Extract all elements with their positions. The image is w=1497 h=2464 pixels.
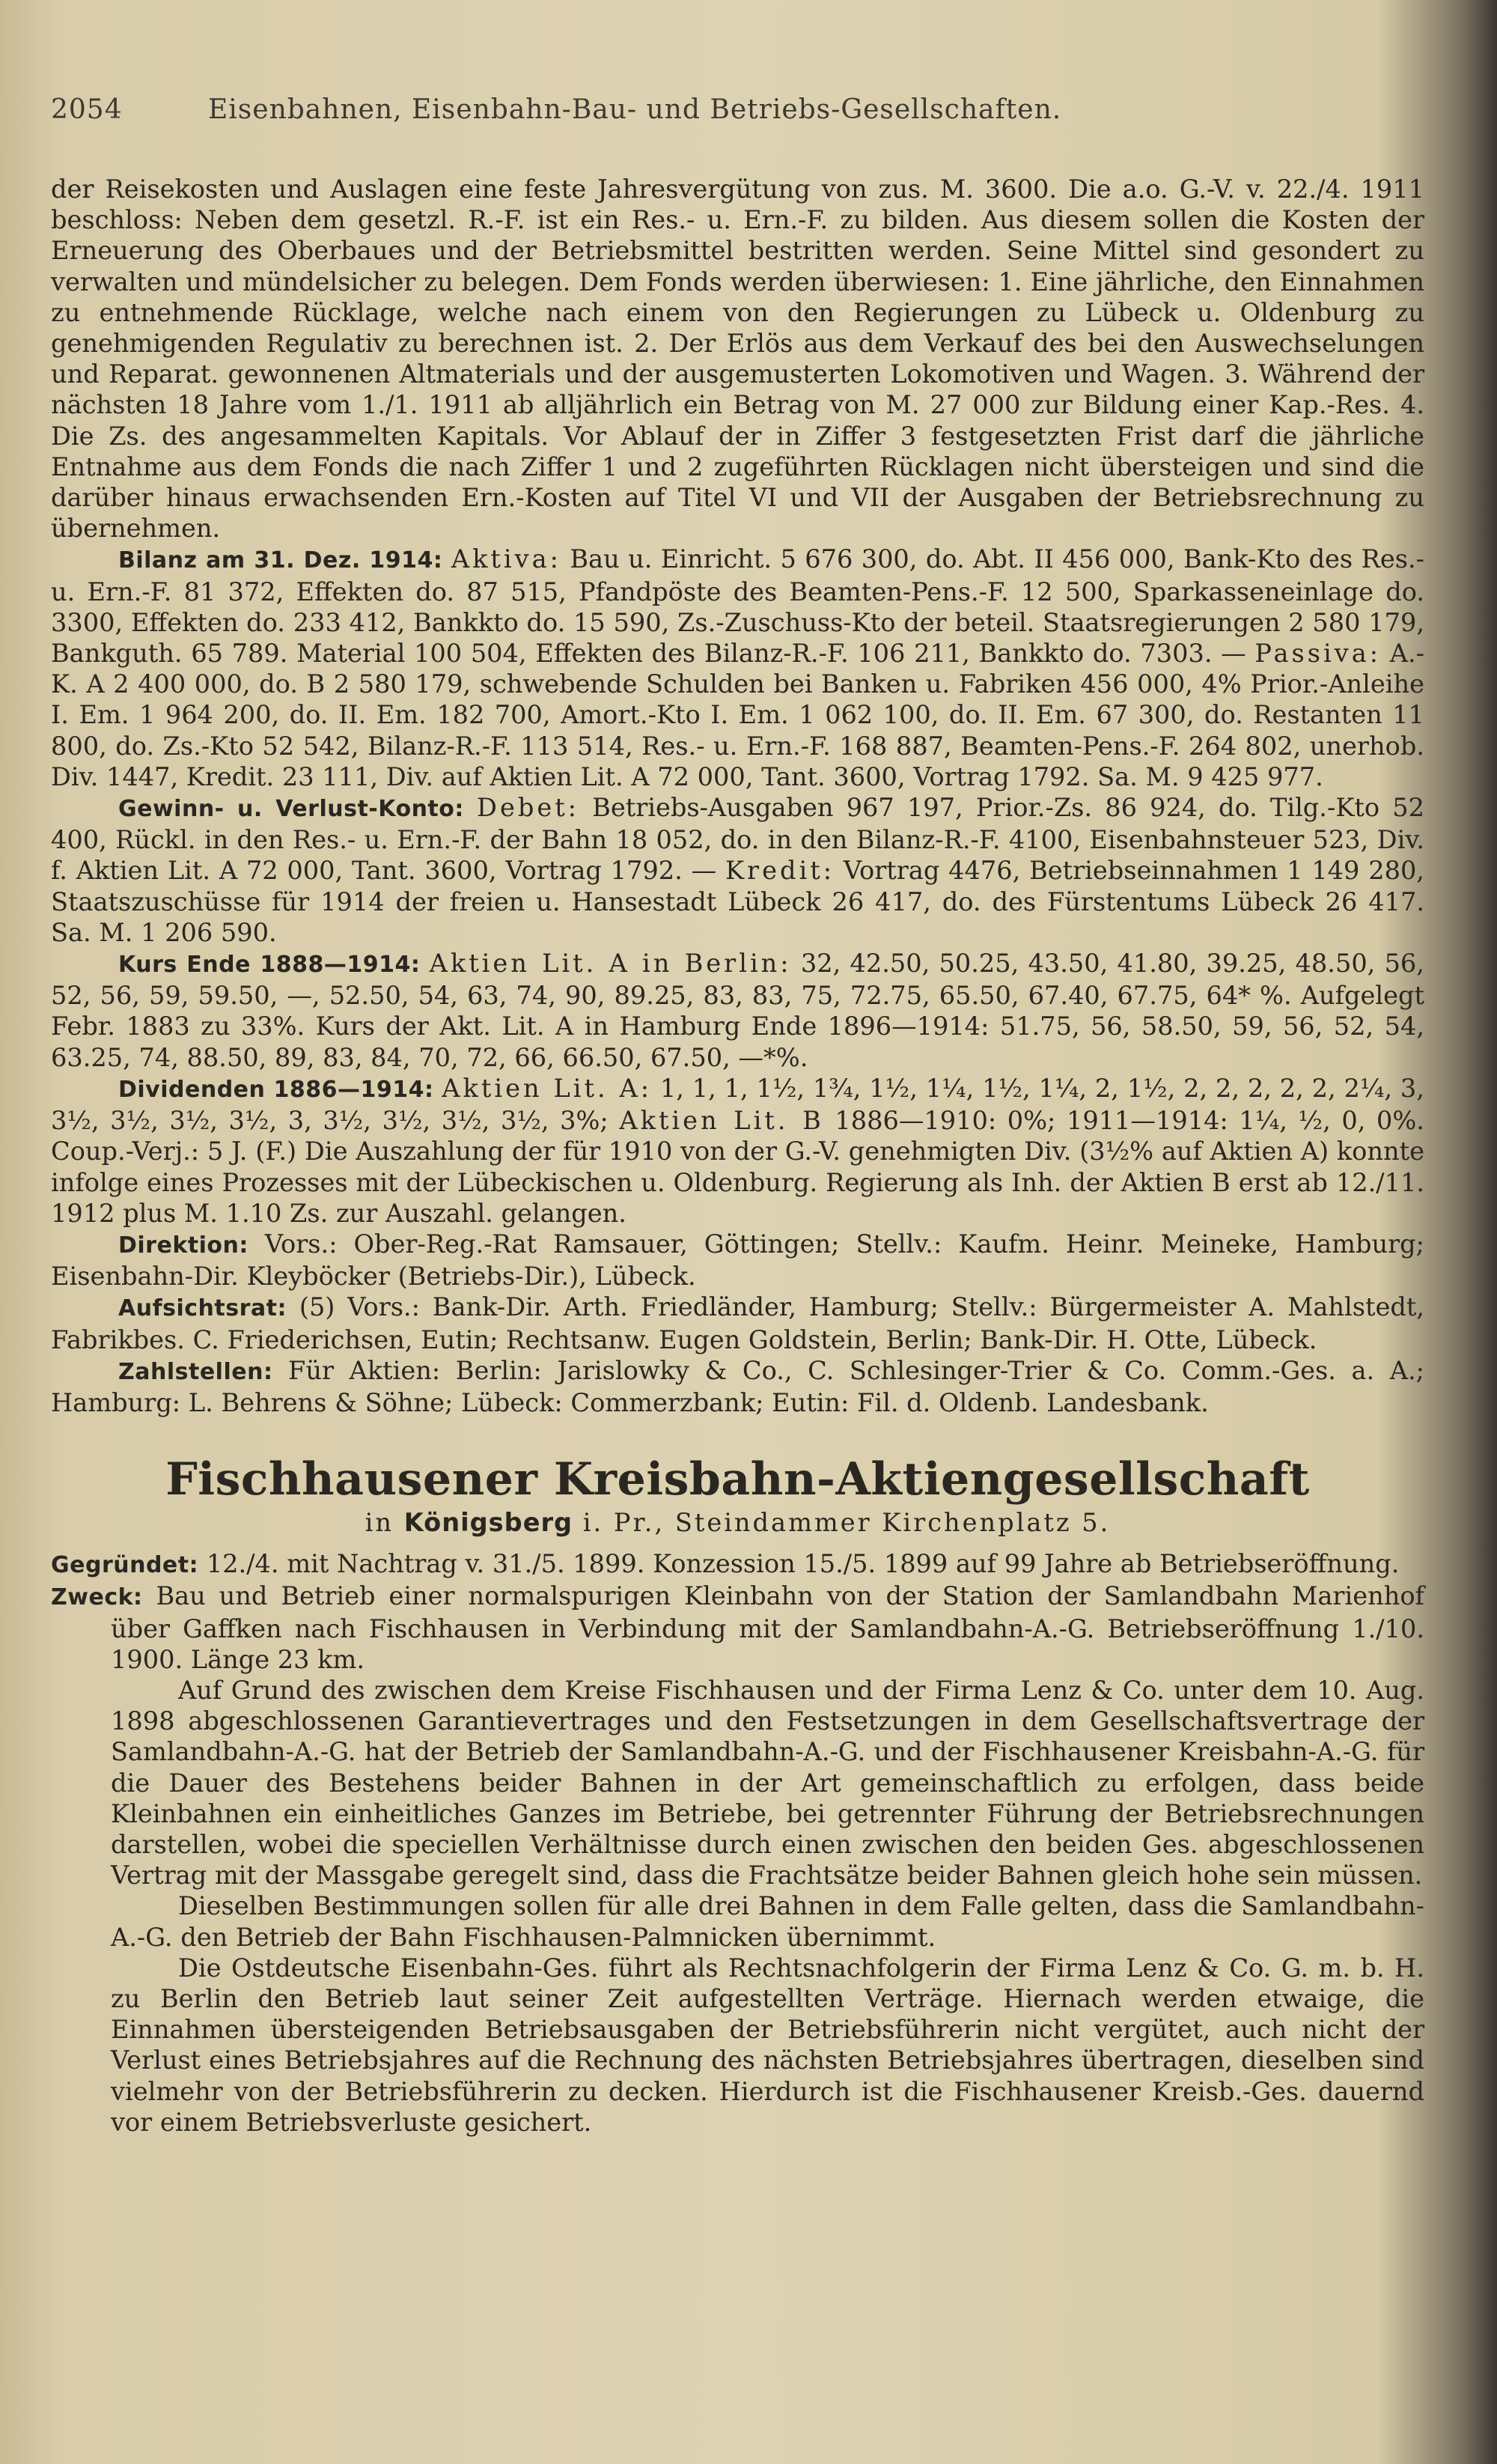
direktion-entry [51,1229,1424,1292]
dividenden-lit-b-text: 1886—1910: 0%; 1911—1914: 1¼, ½, 0, 0%. Coup.-Verj.: 5 J. (F.) Die Auszahlung der für 1910 von der G.-V. genehmigten Div. (3½% auf Aktien A) konnte infolge eines Prozesses mit der Lübeckischen u. Oldenburg. Regierung als Inh. der Aktien B erst ab 12./11. 1912 plus M. 1.10 Zs. zur Auszahl. gelangen. [51,1106,1424,1228]
company-address [51,1506,1424,1539]
zahlstellen-label: Zahlstellen: [118,1358,273,1385]
aufsichtsrat-label: Aufsichtsrat: [118,1295,287,1322]
aktiva-label: Aktiva: [451,544,561,574]
bilanz-passiva-text: A.-K. A 2 400 000, do. B 2 580 179, schwebende Schulden bei Banken u. Fabriken 456 000, 4% Prior.-Anleihe I. Em. 1 964 200, do. II. Em. 182 700, Amort.-Kto I. Em. 1 062 100, do. II. Em. 67 300, do. Restanten 11 800, do. Zs.-Kto 52 542, Bilanz-R.-F. 113 514, Res.- u. Ern.-F. 168 887, Beamten-Pens.-F. 264 802, unerhob. Div. 1447, Kredit. 23 111, Div. auf Aktien Lit. A 72 000, Tant. 3600, Vortrag 1792. Sa. M. 9 425 977. [51,639,1424,791]
dividenden-entry [51,1073,1424,1229]
bilanz-label: Bilanz am 31. Dez. 1914: [118,547,443,574]
direktion-label: Direktion: [118,1232,249,1259]
gegruendet-entry [51,1548,1424,1581]
kurs-label: Kurs Ende 1888—1914: [118,952,421,979]
gewinn-verlust-label: Gewinn- u. Verlust-Konto: [118,796,464,823]
gegruendet-label: Gegründet: [51,1552,199,1579]
gegruendet-text: 12./4. mit Nachtrag v. 31./5. 1899. Konzession 15./5. 1899 auf 99 Jahre ab Betriebseröffnung. [206,1549,1400,1579]
page-number: 2054 [51,94,123,125]
bilanz-entry [51,544,1424,792]
gv-debet-text: Betriebs-Ausgaben 967 197, Prior.-Zs. 86 924, do. Tilg.-Kto 52 400, Rückl. in den Res.- u. Ern.-F. der Bahn 18 052, do. in den Bilanz-R.-F. 4100, Eisenbahnsteuer 523, Div. f. Aktien Lit. A 72 000, Tant. 3600, Vortrag 1792. — [51,793,1424,886]
debet-label: Debet: [477,793,579,823]
zweck-text: Bau und Betrieb einer normalspurigen Kleinbahn von der Station der Samlandbahn Marienhof über Gaffken nach Fischhausen in Verbindung mit der Samlandbahn-A.-G. Betriebseröffnung 1./10. 1900. Länge 23 km. [111,1581,1424,1674]
kredit-label: Kredit: [725,856,835,886]
address-rest: i. Pr., Steindammer Kirchenplatz 5. [582,1508,1111,1538]
betriebsfuehrung-paragraph: Die Ostdeutsche Eisenbahn-Ges. führt als Rechtsnachfolgerin der Firma Lenz & Co. G. m. b. H. zu Berlin den Betrieb laut seiner Zeit aufgestellten Verträge. Hiernach werden etwaige, die Einnahmen übersteigenden Betriebsausgaben der Betriebsführerin nicht vergütet, auch nicht der Verlust eines Betriebsjahres auf die Rechnung des nächsten Betriebsjahres übertragen, dieselben sind vielmehr von der Betriebsführerin zu decken. Hierdurch ist die Fischhausener Kreisb.-Ges. dauernd vor einem Betriebsverluste gesichert. [111,1953,1424,2137]
text-column [51,174,1424,2138]
page-header [51,94,1424,125]
rulebook-paragraph: der Reisekosten und Auslagen eine feste Jahresvergütung von zus. M. 3600. Die a.o. G.-V. v. 22./4. 1911 beschloss: Neben dem gesetzl. R.-F. ist ein Res.- u. Ern.-F. zu bilden. Aus diesem sollen die Kosten der Erneuerung des Oberbaues und der Betriebsmittel bestritten werden. Seine Mittel sind gesondert zu verwalten und mündelsicher zu belegen. Dem Fonds werden überwiesen: 1. Eine jährliche, den Einnahmen zu entnehmende Rücklage, welche nach einem von den Regierungen zu Lübeck u. Oldenburg zu genehmigenden Regulativ zu berechnen ist. 2. Der Erlös aus dem Verkauf des bei den Auswechselungen und Reparat. gewonnenen Altmaterials und der ausgemusterten Lokomotiven und Wagen. 3. Während der nächsten 18 Jahre vom 1./1. 1911 ab alljährlich ein Betrag von M. 27 000 zur Bildung einer Kap.-Res. 4. Die Zs. des angesammelten Kapitals. Vor Ablauf der in Ziffer 3 festgesetzten Frist darf die jährliche Entnahme aus dem Fonds die nach Ziffer 1 und 2 zugeführten Rücklagen nicht übersteigen und sind die darüber hinaus erwachsenden Ern.-Kosten auf Titel VI und VII der Ausgaben der Betriebsrechnung zu übernehmen. [51,174,1424,544]
dividenden-lit-b-heading: Aktien Lit. B [619,1106,824,1136]
running-title: Eisenbahnen, Eisenbahn-Bau- und Betriebs-Gesellschaften. [208,94,1062,125]
bilanz-aktiva-text: Bau u. Einricht. 5 676 300, do. Abt. II 456 000, Bank-Kto des Res.- u. Ern.-F. 81 372, Effekten do. 87 515, Pfandpöste des Beamten-Pens.-F. 12 500, Sparkasseneinlage do. 3300, Effekten do. 233 412, Bankkto do. 15 590, Zs.-Zuschuss-Kto der beteil. Staatsregierungen 2 580 179, Bankguth. 65 789. Material 100 504, Effekten des Bilanz-R.-F. 106 211, Bankkto do. 7303. — [51,544,1424,669]
zahlstellen-entry [51,1355,1424,1418]
garantievertrag-paragraph: Auf Grund des zwischen dem Kreise Fischhausen und der Firma Lenz & Co. unter dem 10. Aug. 1898 abgeschlossenen Garantievertrages und den Festsetzungen in dem Gesellschaftsvertrage der Samlandbahn-A.-G. hat der Betrieb der Samlandbahn-A.-G. und der Fischhausener Kreisbahn-A.-G. für die Dauer des Bestehens beider Bahnen in der Art gemeinschaftlich zu erfolgen, dass beide Kleinbahnen ein einheitliches Ganzes im Betriebe, bei getrennter Führung der Betriebsrechnungen darstellen, wobei die speciellen Verhältnisse durch einen zwischen den beiden Ges. abgeschlossenen Vertrag mit der Massgabe geregelt sind, dass die Frachtsätze beider Bahnen gleich hohe sein müssen. [111,1675,1424,1890]
kurs-spaced-heading: Aktien Lit. A in Berlin: [429,949,792,979]
aufsichtsrat-text: (5) Vors.: Bank-Dir. Arth. Friedländer, Hamburg; Stellv.: Bürgermeister A. Mahlstedt, Fabrikbes. C. Friederichsen, Eutin; Rechtsanw. Eugen Goldstein, Berlin; Bank-Dir. H. Otte, Lübeck. [51,1292,1424,1354]
gewinn-verlust-entry [51,792,1424,948]
aufsichtsrat-entry [51,1292,1424,1354]
passiva-label: Passiva: [1254,639,1382,669]
zweck-entry [51,1581,1424,1675]
company-title: Fischhausener Kreisbahn-Aktiengesellschaft [165,1453,1310,1506]
gv-kredit-text: Vortrag 4476, Betriebseinnahmen 1 149 280, Staatszuschüsse für 1914 der freien u. Hansestadt Lübeck 26 417, do. des Fürstentums Lübeck 26 417. Sa. M. 1 206 590. [51,856,1424,947]
zweck-label: Zweck: [51,1584,143,1611]
kurs-text: 32, 42.50, 50.25, 43.50, 41.80, 39.25, 48.50, 56, 52, 56, 59, 59.50, —, 52.50, 54, 63, 74, 90, 89.25, 83, 83, 75, 72.75, 65.50, 67.40, 67.75, 64* %. Aufgelegt Febr. 1883 zu 33%. Kurs der Akt. Lit. A in Hamburg Ende 1896—1914: 51.75, 56, 58.50, 59, 56, 52, 54, 63.25, 74, 88.50, 89, 83, 84, 70, 72, 66, 66.50, 67.50, —*%. [51,949,1424,1072]
dividenden-lit-a-text: 1, 1, 1, 1½, 1¾, 1½, 1¼, 1½, 1¼, 2, 1½, 2, 2, 2, 2, 2, 2¼, 3, 3½, 3½, 3½, 3½, 3, 3½, 3½, 3½, 3½, 3%; [51,1073,1424,1136]
dividenden-lit-a-heading: Aktien Lit. A: [442,1073,653,1103]
direktion-text: Vors.: Ober-Reg.-Rat Ramsauer, Göttingen; Stellv.: Kaufm. Heinr. Meineke, Hamburg; Eisenbahn-Dir. Kleyböcker (Betriebs-Dir.), Lübeck. [51,1229,1424,1292]
address-city: Königsberg [403,1508,573,1538]
address-in: in [365,1508,394,1538]
zahlstellen-text: Für Aktien: Berlin: Jarislowky & Co., C. Schlesinger-Trier & Co. Comm.-Ges. a. A.; Hamburg: L. Behrens & Söhne; Lübeck: Commerzbank; Eutin: Fil. d. Oldenb. Landesbank. [51,1355,1424,1417]
kurs-entry [51,948,1424,1073]
bestimmungen-paragraph: Dieselben Bestimmungen sollen für alle drei Bahnen in dem Falle gelten, dass die Samlandbahn-A.-G. den Betrieb der Bahn Fischhausen-Palmnicken übernimmt. [111,1891,1424,1952]
dividenden-label: Dividenden 1886—1914: [118,1076,434,1103]
